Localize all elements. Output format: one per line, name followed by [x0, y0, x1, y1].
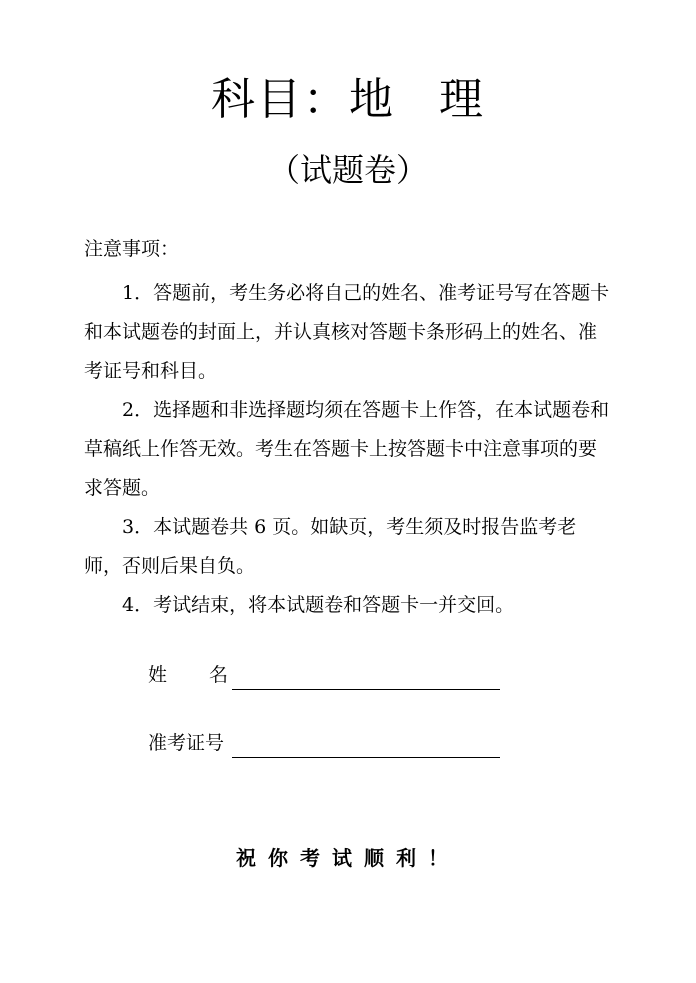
instruction-item: 4．考试结束，将本试题卷和答题卡一并交回。	[122, 594, 515, 616]
page-subtitle: （试题卷）	[267, 151, 428, 189]
name-field	[148, 660, 500, 690]
ticket-number-label: 准考证号	[148, 732, 225, 754]
instruction-item: 3．本试题卷共 6 页。如缺页，考生须及时报告监考老师，否则后果自负。	[84, 516, 577, 577]
name-blank-line	[232, 667, 500, 690]
closing-message: 祝你考试顺利！	[236, 846, 460, 870]
ticket-number-blank-line	[232, 735, 500, 758]
notice-heading: 注意事项：	[84, 238, 180, 260]
instructions-list	[84, 274, 612, 625]
title-subject-tail: 理	[439, 74, 485, 125]
ticket-number-field	[148, 728, 500, 758]
instruction-item: 2．选择题和非选择题均须在答题卡上作答，在本试题卷和草稿纸上作答无效。考生在答题卡上按答题卡中注意事项的要求答题。	[84, 399, 610, 499]
name-label: 姓名	[148, 664, 271, 686]
title-subject-label: 科目：地	[211, 74, 395, 125]
instruction-item: 1．答题前，考生务必将自己的姓名、准考证号写在答题卡和本试题卷的封面上，并认真核对答题卡条形码上的姓名、准考证号和科目。	[84, 282, 610, 382]
page-title	[0, 70, 696, 130]
